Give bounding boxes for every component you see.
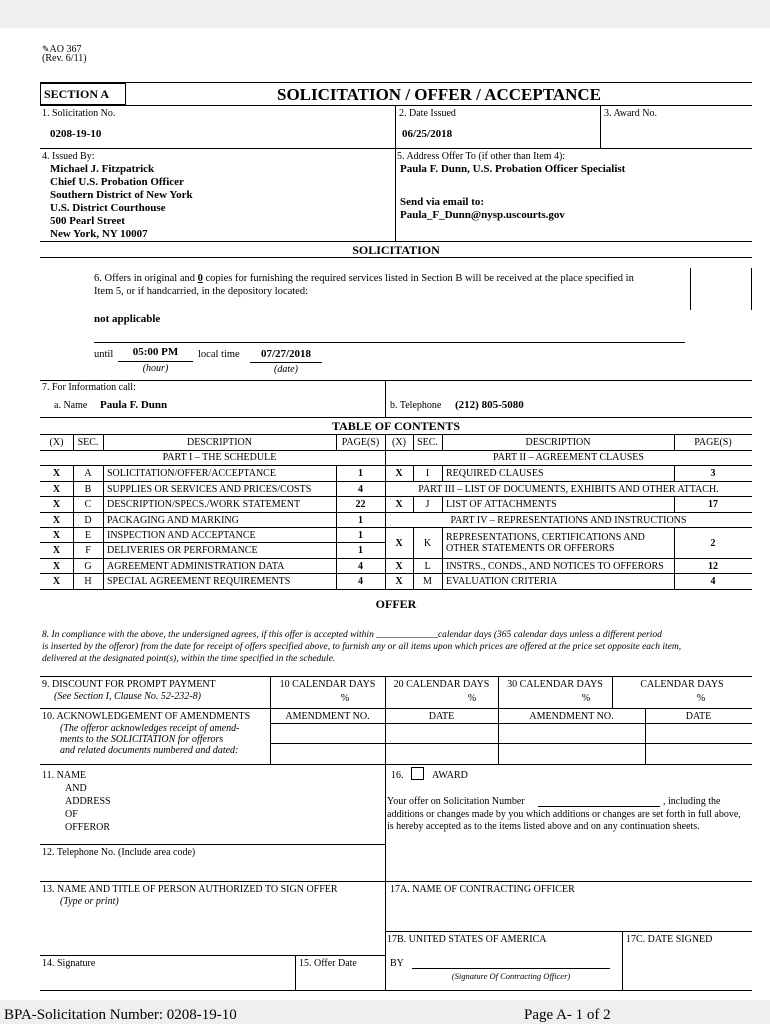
item8-line1: 8. In compliance with the above, the undersigned agrees, if this offer is accepted within _____________calendar days (365 calendar days unless a different period	[42, 630, 662, 640]
item10-sub-3: and related documents numbered and dated:	[60, 745, 239, 756]
discount-col-other: CALENDAR DAYS	[640, 679, 724, 690]
toc-rule	[385, 527, 752, 528]
issuer-line: New York, NY 10007	[50, 228, 148, 240]
toc-rule	[442, 434, 443, 450]
toc-header-sec: SEC.	[77, 437, 99, 448]
toc-k-x: X	[395, 538, 403, 549]
toc-rule	[73, 434, 74, 450]
toc-rule	[385, 481, 752, 482]
amend-col-date-1: DATE	[428, 711, 455, 722]
toc-row-x: X	[52, 515, 61, 526]
toc-row-x: X	[52, 561, 61, 572]
issuer-line: 500 Pearl Street	[50, 215, 125, 227]
toc-i-x: X	[395, 468, 403, 479]
offer-email: Paula_F_Dunn@nysp.uscourts.gov	[400, 209, 565, 221]
toc-i-pages: 3	[710, 468, 716, 479]
toc-j-pages: 17	[708, 499, 718, 510]
toc-rule	[40, 527, 385, 528]
item17b-label: 17B. UNITED STATES OF AMERICA	[387, 934, 547, 945]
sig-caption: (Signature Of Contracting Officer)	[451, 971, 571, 981]
item11-line-and: AND	[65, 783, 87, 794]
toc-header-desc-right: DESCRIPTION	[525, 437, 591, 448]
toc-part1: PART I – THE SCHEDULE	[162, 452, 277, 463]
toc-m-pages: 4	[710, 576, 716, 587]
toc-rule	[40, 512, 385, 513]
toc-row-x: X	[52, 484, 61, 495]
contact-name: Paula F. Dunn	[100, 399, 168, 411]
toc-rule	[40, 558, 385, 559]
item11-line-of: OF	[65, 809, 78, 820]
solicitation-number: 0208-19-10	[50, 128, 102, 140]
toc-rule	[73, 465, 74, 589]
toc-rule	[385, 558, 752, 559]
item6-line2: Item 5, or if handcarried, in the depository located:	[94, 286, 309, 297]
item10-label: 10. ACKNOWLEDGEMENT OF AMENDMENTS	[42, 711, 251, 722]
toc-rule	[385, 573, 752, 574]
until-label: until	[94, 349, 114, 360]
toc-row-sec: G	[84, 561, 92, 572]
issuer-line: Michael J. Fitzpatrick	[50, 163, 155, 175]
discount-pct-30: %	[581, 693, 591, 704]
item15-label: 15. Offer Date	[299, 958, 357, 969]
footer-right: Page A- 1 of 2	[524, 1007, 611, 1023]
item11-label: 11. NAME	[42, 770, 87, 781]
toc-row-sec: B	[84, 484, 92, 495]
toc-j-sec: J	[425, 499, 430, 510]
section-label: SECTION A	[44, 87, 110, 101]
toc-title: TABLE OF CONTENTS	[331, 419, 461, 433]
offer-address-name: Paula F. Dunn, U.S. Probation Officer Specialist	[400, 163, 626, 175]
toc-part2: PART II – AGREEMENT CLAUSES	[493, 452, 644, 463]
toc-rule	[40, 465, 385, 466]
toc-header-pages: PAGE(S)	[341, 437, 380, 448]
item8-line3: delivered at the designated point(s), within the time specified in the schedule.	[42, 654, 336, 664]
item11-line-offeror: OFFEROR	[65, 822, 111, 833]
item7a-label: a. Name	[54, 400, 88, 411]
toc-rule	[674, 434, 675, 450]
toc-header-x-right: (X)	[392, 437, 406, 448]
toc-row-sec: A	[84, 468, 92, 479]
toc-header-desc: DESCRIPTION	[186, 437, 252, 448]
top-gray-band	[0, 0, 770, 28]
toc-row-sec: C	[84, 499, 92, 510]
toc-row-sec: F	[85, 545, 91, 556]
amend-col-no-1: AMENDMENT NO.	[285, 711, 370, 722]
toc-rule	[442, 465, 443, 481]
toc-rule	[103, 465, 104, 589]
toc-row-x: X	[52, 576, 61, 587]
award-checkbox[interactable]	[411, 767, 424, 780]
toc-row-desc: SOLICITATION/OFFER/ACCEPTANCE	[107, 468, 276, 479]
toc-rule	[103, 434, 104, 450]
toc-i-desc: REQUIRED CLAUSES	[446, 468, 544, 479]
item3-label: 3. Award No.	[604, 108, 657, 119]
toc-header-x: (X)	[49, 437, 64, 448]
award-line1a: Your offer on Solicitation Number	[387, 796, 525, 807]
toc-l-sec: L	[424, 561, 431, 572]
pen-icon: ✎	[42, 44, 50, 54]
discount-col-20: 20 CALENDAR DAYS	[393, 679, 490, 690]
toc-k-pages: 2	[710, 538, 716, 549]
toc-k-desc1: REPRESENTATIONS, CERTIFICATIONS AND	[446, 532, 645, 543]
issuer-line: U.S. District Courthouse	[50, 202, 166, 214]
toc-rule	[442, 496, 443, 512]
toc-row-pages: 1	[358, 515, 363, 526]
item1-label: 1. Solicitation No.	[42, 108, 116, 119]
toc-j-desc: LIST OF ATTACHMENTS	[446, 499, 557, 510]
toc-m-desc: EVALUATION CRITERIA	[446, 576, 558, 587]
toc-row-pages: 1	[358, 530, 363, 541]
toc-rule	[442, 527, 443, 589]
amend-col-date-2: DATE	[685, 711, 712, 722]
toc-header-sec-right: SEC.	[417, 437, 438, 448]
toc-rule	[40, 481, 385, 482]
contact-phone: (212) 805-5080	[455, 399, 524, 411]
toc-row-desc: DELIVERIES OR PERFORMANCE	[107, 545, 258, 556]
toc-row-desc: AGREEMENT ADMINISTRATION DATA	[107, 561, 285, 572]
toc-part4: PART IV – REPRESENTATIONS AND INSTRUCTIONS	[450, 515, 687, 526]
toc-m-x: X	[395, 576, 403, 587]
toc-rule	[336, 465, 337, 589]
toc-row-pages: 22	[355, 499, 366, 510]
toc-rule	[40, 542, 385, 543]
toc-row-x: X	[52, 545, 61, 556]
until-date: 07/27/2018	[260, 348, 312, 360]
toc-row-desc: DESCRIPTION/SPECS./WORK STATEMENT	[107, 499, 301, 510]
toc-rule	[385, 465, 752, 466]
solicitation-header: SOLICITATION	[352, 243, 440, 257]
toc-row-sec: E	[84, 530, 92, 541]
item14-label: 14. Signature	[42, 958, 96, 969]
discount-pct-20: %	[467, 693, 477, 704]
item9-sub: (See Section I, Clause No. 52-232-8)	[54, 691, 201, 702]
discount-col-10: 10 CALENDAR DAYS	[279, 679, 376, 690]
toc-row-pages: 4	[358, 561, 363, 572]
toc-row-x: X	[52, 468, 61, 479]
award-label: AWARD	[432, 770, 468, 781]
toc-row-pages: 4	[358, 576, 363, 587]
item13-sub: (Type or print)	[60, 896, 119, 907]
item17c-label: 17C. DATE SIGNED	[626, 934, 713, 945]
toc-rule	[336, 434, 337, 450]
depository-location: not applicable	[94, 313, 161, 325]
toc-k-sec: K	[423, 538, 432, 549]
issuer-line: Chief U.S. Probation Officer	[50, 176, 184, 188]
form-rev: (Rev. 6/11)	[42, 53, 87, 64]
toc-l-pages: 12	[708, 561, 718, 572]
toc-rule	[40, 589, 752, 590]
until-time: 05:00 PM	[132, 346, 179, 358]
local-time-label: local time	[198, 349, 240, 360]
toc-i-sec: I	[425, 468, 430, 479]
discount-col-30: 30 CALENDAR DAYS	[507, 679, 603, 690]
toc-row-sec: H	[84, 576, 92, 587]
toc-m-sec: M	[423, 576, 432, 587]
toc-row-sec: D	[84, 515, 92, 526]
item8-line2: is inserted by the offeror) from the date for receipt of offers specified above, to furnish any or all items upon which prices are offered at the price set opposite each item,	[42, 642, 682, 652]
item10-sub-2: ments to the SOLICITATION for offerors	[60, 734, 224, 745]
toc-header-pages-right: PAGE(S)	[694, 437, 732, 448]
toc-row-x: X	[52, 499, 61, 510]
discount-pct-other: %	[696, 693, 706, 704]
issuer-line: Southern District of New York	[50, 189, 193, 201]
form-title: SOLICITATION / OFFER / ACCEPTANCE	[277, 85, 601, 104]
item12-label: 12. Telephone No. (Include area code)	[42, 847, 196, 858]
award-line1b: , including the	[663, 796, 721, 807]
item10-sub-1: (The offeror acknowledges receipt of amend-	[60, 723, 240, 734]
offer-header: OFFER	[375, 597, 417, 611]
item11-line-address: ADDRESS	[65, 796, 111, 807]
toc-l-desc: INSTRS., CONDS., AND NOTICES TO OFFERORS	[446, 561, 664, 572]
toc-row-pages: 1	[358, 468, 363, 479]
toc-rule	[385, 496, 752, 497]
date-issued: 06/25/2018	[402, 128, 453, 140]
toc-row-pages: 1	[358, 545, 363, 556]
item16-label: 16.	[391, 770, 404, 781]
discount-pct-10: %	[340, 693, 350, 704]
item2-label: 2. Date Issued	[399, 108, 456, 119]
footer-left: BPA-Solicitation Number: 0208-19-10	[4, 1007, 237, 1023]
toc-row-desc: SUPPLIES OR SERVICES AND PRICES/COSTS	[107, 484, 312, 495]
toc-l-x: X	[395, 561, 403, 572]
item7-label: 7. For Information call:	[42, 382, 136, 393]
email-label: Send via email to:	[400, 196, 485, 208]
item5-label: 5. Address Offer To (if other than Item 4):	[397, 151, 566, 162]
toc-row-pages: 4	[358, 484, 363, 495]
toc-row-x: X	[52, 530, 61, 541]
item4-label: 4. Issued By:	[42, 151, 95, 162]
toc-row-desc: SPECIAL AGREEMENT REQUIREMENTS	[107, 576, 291, 587]
date-caption: (date)	[274, 364, 298, 375]
amend-col-no-2: AMENDMENT NO.	[529, 711, 614, 722]
toc-rule	[413, 434, 414, 450]
toc-rule	[40, 496, 385, 497]
toc-part3: PART III – LIST OF DOCUMENTS, EXHIBITS AND OTHER ATTACH.	[418, 484, 719, 495]
toc-j-x: X	[395, 499, 403, 510]
item7b-label: b. Telephone	[390, 400, 442, 411]
hour-caption: (hour)	[142, 363, 169, 374]
toc-rule	[385, 512, 752, 513]
item13-label: 13. NAME AND TITLE OF PERSON AUTHORIZED TO SIGN OFFER	[42, 884, 338, 895]
toc-k-desc2: OTHER STATEMENTS OR OFFERORS	[446, 543, 615, 554]
item9-label: 9. DISCOUNT FOR PROMPT PAYMENT	[42, 679, 216, 690]
by-label: BY	[390, 958, 404, 969]
toc-rule	[40, 573, 385, 574]
item6-line1: 6. Offers in original and 0 copies for furnishing the required services listed in Section B will be received at the place specified in	[94, 273, 634, 284]
toc-row-desc: PACKAGING AND MARKING	[107, 515, 239, 526]
award-line2: additions or changes made by you which additions or changes are set forth in full above,	[387, 809, 741, 820]
form-id: ✎AO 367	[42, 44, 82, 55]
toc-row-desc: INSPECTION AND ACCEPTANCE	[107, 530, 256, 541]
item17a-label: 17A. NAME OF CONTRACTING OFFICER	[390, 884, 575, 895]
award-line3: is hereby accepted as to the items listed above and on any continuation sheets.	[387, 821, 700, 832]
